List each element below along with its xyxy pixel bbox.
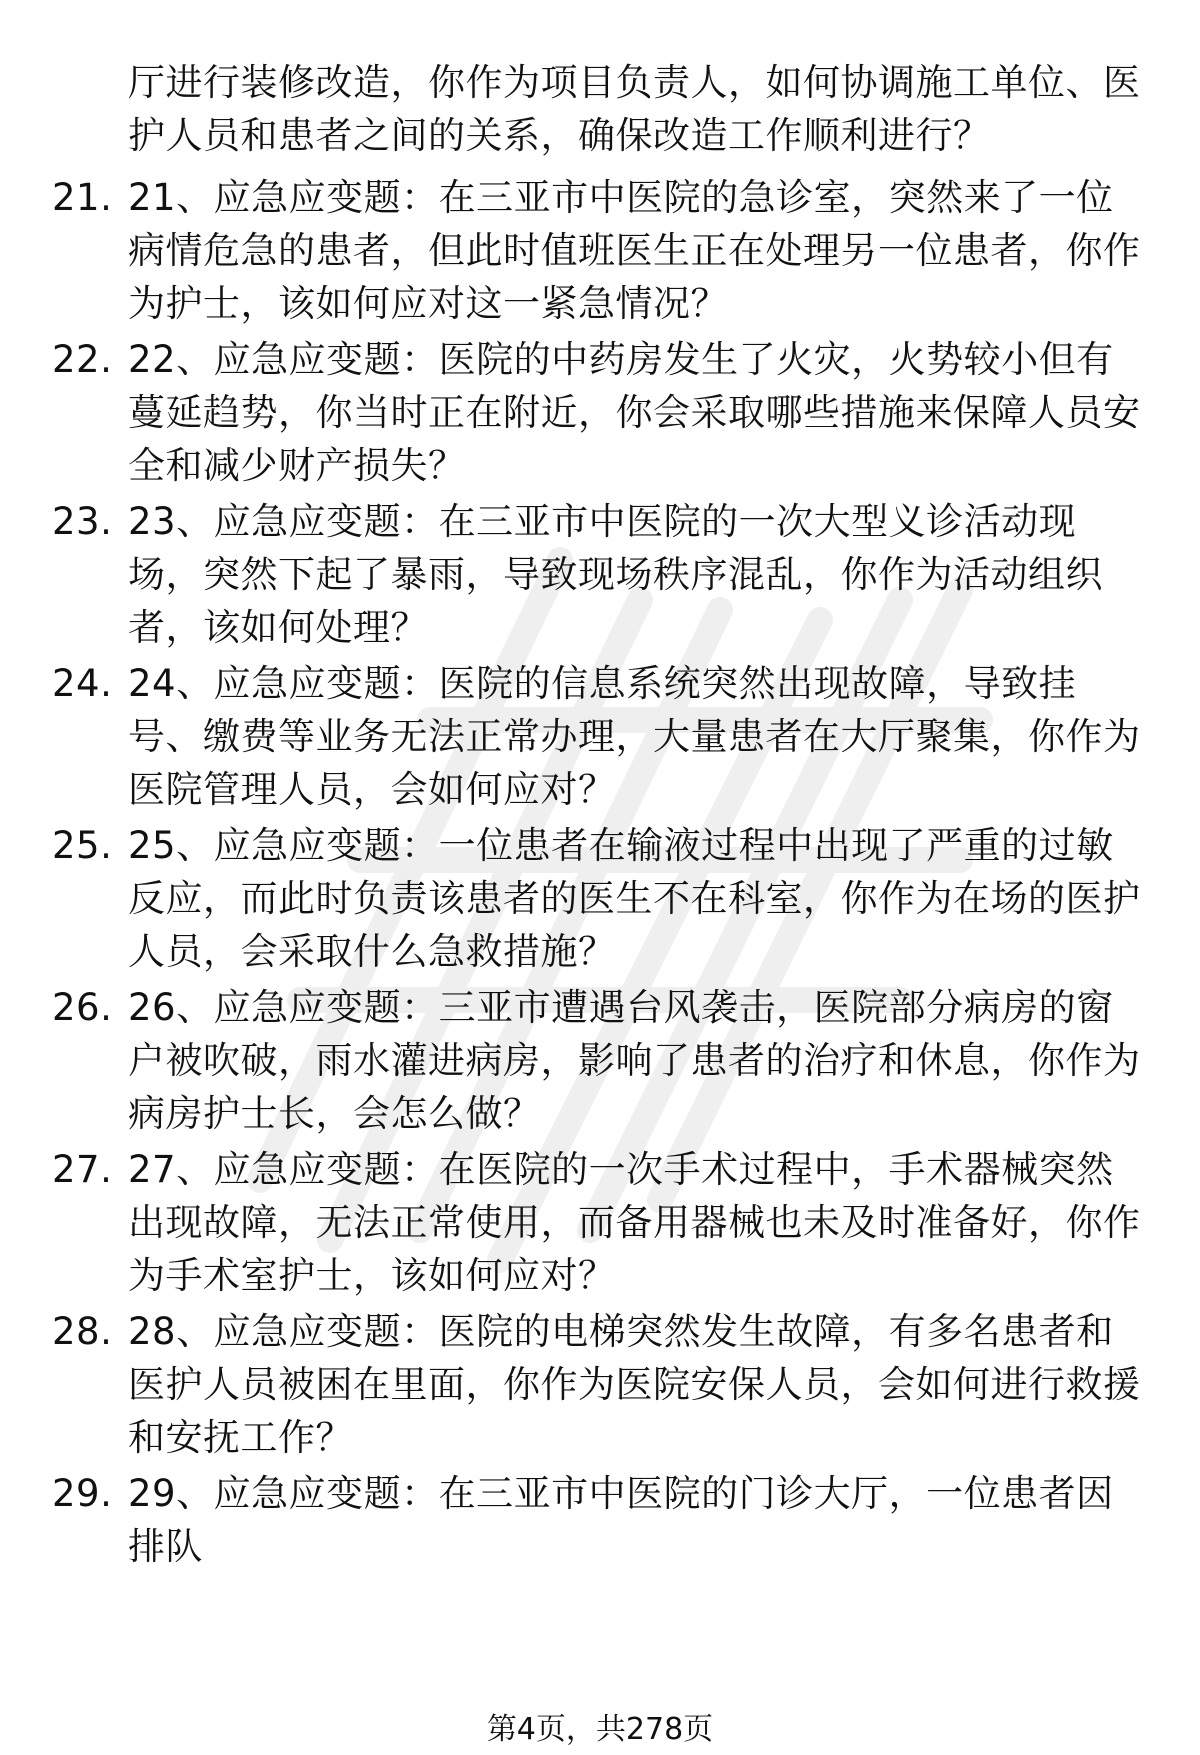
question-number: 22.: [52, 338, 113, 381]
continuation-paragraph: 厅进行装修改造，你作为项目负责人，如何协调施工单位、医护人员和患者之间的关系，确保改造工作顺利进行？: [128, 61, 1141, 157]
question-text: 23、应急应变题：在三亚市中医院的一次大型义诊活动现场，突然下起了暴雨，导致现场秩序混乱，你作为活动组织者，该如何处理？: [128, 500, 1103, 649]
question-text: 27、应急应变题：在医院的一次手术过程中，手术器械突然出现故障，无法正常使用，而备用器械也未及时准备好，你作为手术室护士，该如何应对？: [128, 1148, 1141, 1297]
question-text: 28、应急应变题：医院的电梯突然发生故障，有多名患者和医护人员被困在里面，你作为医院安保人员，会如何进行救援和安抚工作？: [128, 1310, 1141, 1459]
question-text: 22、应急应变题：医院的中药房发生了火灾，火势较小但有蔓延趋势，你当时正在附近，你会采取哪些措施来保障人员安全和减少财产损失？: [128, 338, 1141, 487]
question-number: 29.: [52, 1472, 113, 1515]
question-number: 26.: [52, 986, 113, 1029]
question-text: 24、应急应变题：医院的信息系统突然出现故障，导致挂号、缴费等业务无法正常办理，大量患者在大厅聚集，你作为医院管理人员，会如何应对？: [128, 662, 1141, 811]
question-number: 24.: [52, 662, 113, 705]
question-text: 25、应急应变题：一位患者在输液过程中出现了严重的过敏反应，而此时负责该患者的医生不在科室，你作为在场的医护人员，会采取什么急救措施？: [128, 824, 1141, 973]
question-number: 23.: [52, 500, 113, 543]
question-number: 21.: [52, 176, 113, 219]
question-text: 29、应急应变题：在三亚市中医院的门诊大厅，一位患者因排队: [128, 1472, 1114, 1568]
question-number: 27.: [52, 1148, 113, 1191]
question-number: 28.: [52, 1310, 113, 1353]
question-text: 26、应急应变题：三亚市遭遇台风袭击，医院部分病房的窗户被吹破，雨水灌进病房，影响了患者的治疗和休息，你作为病房护士长，会怎么做？: [128, 986, 1141, 1135]
question-number: 25.: [52, 824, 113, 867]
question-text: 21、应急应变题：在三亚市中医院的急诊室，突然来了一位病情危急的患者，但此时值班医生正在处理另一位患者，你作为护士，该如何应对这一紧急情况？: [128, 176, 1141, 325]
page-footer: 第4页，共278页: [486, 1712, 714, 1747]
